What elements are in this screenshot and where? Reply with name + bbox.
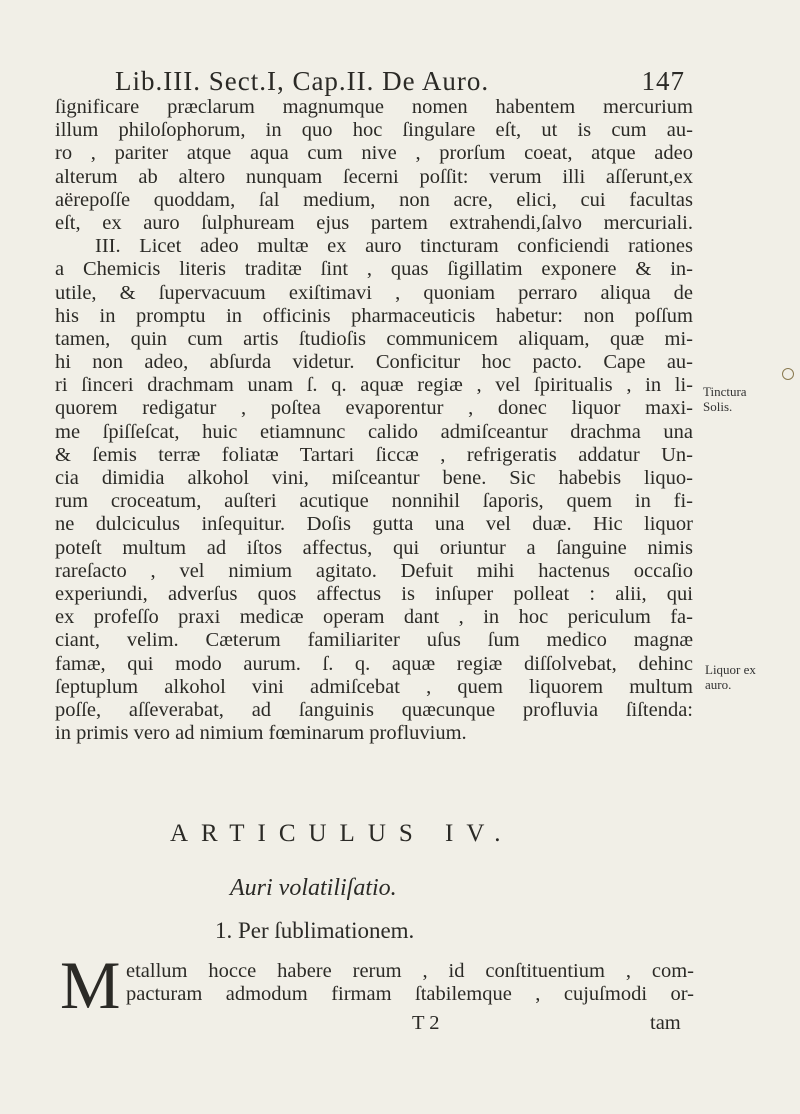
opening-paragraph — [126, 960, 694, 1006]
text-line: illum philoſophorum, in quo hoc ſingulare eſt, ut is cum au- — [55, 119, 693, 142]
text-line: ro , pariter atque aqua cum nive , prorſum coeat, atque adeo — [55, 142, 693, 165]
margin-note-line: Tinctura — [703, 384, 747, 399]
text-line: ri ſinceri drachmam unam ſ. q. aquæ regiæ , vel ſpiritualis , in li- — [55, 374, 693, 397]
catchword: tam — [650, 1012, 681, 1034]
ornament-mark — [782, 368, 794, 380]
text-line: hi non adeo, abſurda videtur. Conficitur hoc pacto. Cape au- — [55, 351, 693, 374]
article-subtitle: Auri volatiliſatio. — [230, 875, 397, 901]
text-line: poteſt multum ad iſtos affectus, qui oriuntur a ſanguine nimis — [55, 536, 693, 559]
text-line: & ſemis terræ foliatæ Tartari ſiccæ , refrigeratis addatur Un- — [55, 443, 693, 466]
drop-cap: M — [60, 947, 121, 1023]
text-line: poſſe, aſſeverabat, ad ſanguinis quæcunque profluvia ſiſtenda: — [55, 698, 693, 721]
text-line: etallum hocce habere rerum , id conſtituentium , com- — [126, 960, 694, 982]
text-line: quorem redigatur , poſtea evaporentur , donec liquor maxi- — [55, 397, 693, 420]
text-line: his in promptu in officinis pharmaceuticis habetur: non poſſum — [55, 304, 693, 327]
text-line: tamen, quin cum artis ſtudioſis communicem aliquam, quæ mi- — [55, 327, 693, 350]
text-line: alterum ab altero nunquam ſecerni poſſit: verum illi aſſerunt,ex — [55, 165, 693, 188]
text-line: pacturam admodum firmam ſtabilemque , cujuſmodi or- — [126, 983, 694, 1006]
text-line: ſeptuplum alkohol vini admiſcebat , quem liquorem multum — [55, 675, 693, 698]
text-line: ſignificare præclarum magnumque nomen habentem mercurium — [55, 96, 693, 118]
margin-note-tinctura — [703, 384, 747, 414]
margin-note-liquor — [705, 662, 756, 692]
margin-note-line: Liquor ex — [705, 662, 756, 677]
running-header — [115, 66, 685, 100]
page-number: 147 — [641, 66, 685, 96]
text-line: a Chemicis literis traditæ ſint , quas ſigillatim exponere & in- — [55, 258, 693, 281]
text-line: III. Licet adeo multæ ex auro tincturam conficiendi rationes — [95, 235, 693, 258]
text-line: eſt, ex auro ſulphuream ejus partem extrahendi,ſalvo mercuriali. — [55, 211, 693, 234]
text-line: experiundi, adverſus quos affectus is inſuper polleat : alii, qui — [55, 582, 693, 605]
margin-note-line: auro. — [705, 677, 732, 692]
text-line: aërepoſſe quoddam, ſal medium, non acre, elici, cui facultas — [55, 188, 693, 211]
text-line: ex profeſſo praxi medicæ operam dant , in hoc periculum fa- — [55, 606, 693, 629]
text-line: ne dulciculus inſequitur. Doſis gutta una vel duæ. Hic liquor — [55, 513, 693, 536]
running-title: Lib.III. Sect.I, Cap.II. De Auro. — [115, 66, 490, 96]
method-heading: 1. Per ſublimationem. — [215, 918, 415, 943]
signature-mark: T 2 — [412, 1012, 440, 1034]
text-line: me ſpiſſeſcat, huic etiamnunc calido admiſceantur drachma una — [55, 420, 693, 443]
text-line: in primis vero ad nimium fœminarum profluvium. — [55, 722, 467, 745]
text-line: rareſacto , vel nimium agitato. Defuit mihi hactenus occaſio — [55, 559, 693, 582]
text-line: utile, & ſupervacuum exiſtimavi , quoniam perraro aliqua de — [55, 281, 693, 304]
margin-note-line: Solis. — [703, 399, 733, 414]
text-line: rum croceatum, auſteri acutique nonnihil ſaporis, quem in fi- — [55, 490, 693, 513]
body-text — [55, 96, 693, 745]
text-line: ciant, velim. Cæterum familiariter uſus ſum medico magnæ — [55, 629, 693, 652]
text-line: cia dimidia alkohol vini, miſceantur bene. Sic habebis liquo- — [55, 467, 693, 489]
article-heading: ARTICULUS IV. — [170, 820, 514, 847]
text-line: famæ, qui modo aurum. ſ. q. aquæ regiæ diſſolvebat, dehinc — [55, 652, 693, 675]
